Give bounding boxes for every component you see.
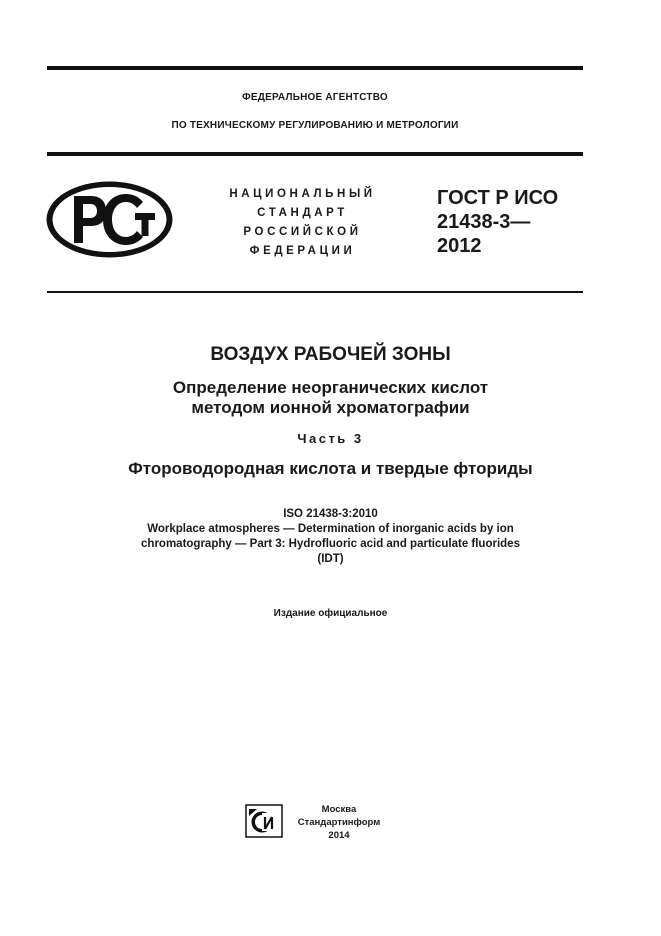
document-subtitle-line-1: Определение неорганических кислот	[172, 378, 489, 397]
rst-certification-mark-icon	[45, 180, 174, 259]
title-rule	[47, 291, 583, 293]
iso-idt-mark: (IDT)	[317, 553, 344, 565]
standard-number-line-3: 2012	[437, 235, 482, 257]
national-standard-line-1: НАЦИОНАЛЬНЫЙ	[229, 188, 376, 200]
national-standard-line-3: РОССИЙСКОЙ	[243, 226, 362, 238]
standard-number-line-2: 21438-3—	[437, 211, 531, 233]
standard-number-line-1: ГОСТ Р ИСО	[437, 187, 559, 209]
publisher-block	[292, 803, 386, 842]
iso-code: ISO 21438-3:2010	[283, 508, 378, 520]
edition-label: Издание официальное	[273, 608, 388, 619]
iso-title-line-2: chromatography — Part 3: Hydrofluoric acid and particulate fluorides	[141, 538, 520, 550]
agency-line-1: ФЕДЕРАЛЬНОЕ АГЕНТСТВО	[242, 92, 388, 103]
part-number: Часть 3	[297, 431, 364, 446]
top-rule	[47, 66, 583, 70]
document-subtitle-line-2: методом ионной хроматографии	[191, 398, 470, 417]
publisher-year: 2014	[328, 830, 350, 841]
national-standard-label	[205, 185, 400, 261]
header-rule	[47, 152, 583, 156]
national-standard-line-4: ФЕДЕРАЦИИ	[249, 245, 356, 257]
iso-title-line-1: Workplace atmospheres — Determination of inorganic acids by ion	[147, 523, 514, 535]
standard-number	[437, 186, 558, 258]
national-standard-line-2: СТАНДАРТ	[257, 207, 348, 219]
part-title: Фтороводородная кислота и твердые фториды	[128, 459, 533, 478]
document-title: ВОЗДУХ РАБОЧЕЙ ЗОНЫ	[210, 344, 451, 365]
standartinform-logo-icon	[245, 804, 283, 838]
publisher-name: Стандартинформ	[297, 817, 381, 828]
agency-line-2: ПО ТЕХНИЧЕСКОМУ РЕГУЛИРОВАНИЮ И МЕТРОЛОГИИ	[171, 120, 459, 131]
publisher-city: Москва	[321, 804, 357, 815]
